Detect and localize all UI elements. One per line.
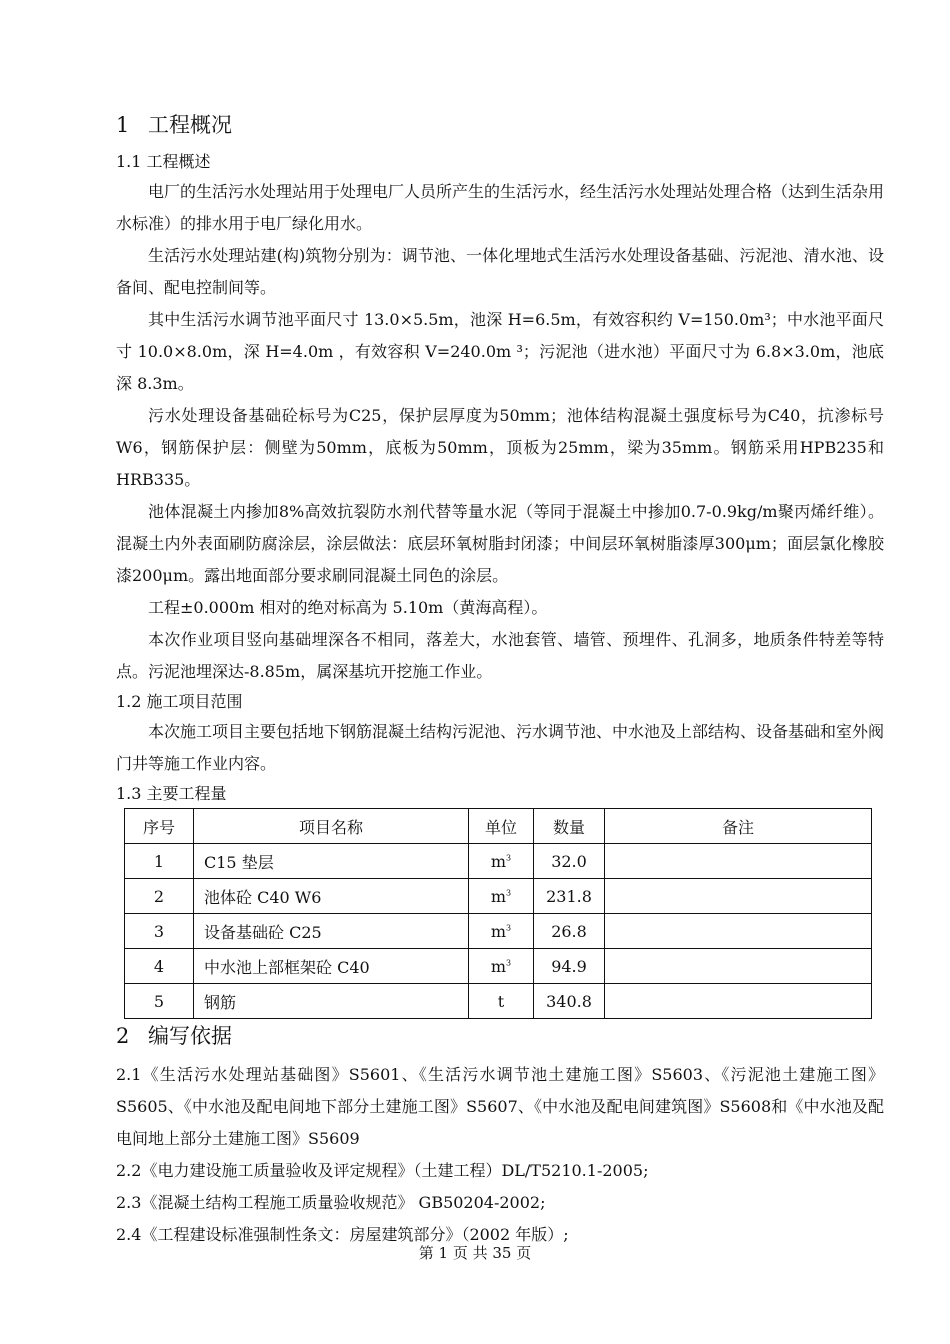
cell-unit: $m^3$	[469, 879, 534, 914]
cell-note	[605, 844, 872, 879]
paragraph: 工程±0.000m 相对的绝对标高为 5.10m（黄海高程）。	[148, 598, 548, 617]
paragraph: 其中生活污水调节池平面尺寸 13.0×5.5m，池深 H=6.5m，有效容积约 V=150.0m³；中水池平面尺寸 10.0×8.0m，深 H=4.0m ，有效容积 V=240.0m ³；污泥池（进水池）平面尺寸为 6.8×3.0m，池底深 8.3m。	[116, 310, 884, 393]
cell-unit: $m^3$	[469, 914, 534, 949]
column-header: 数量	[534, 809, 605, 844]
column-header: 备注	[605, 809, 872, 844]
cell-unit: t	[469, 984, 534, 1019]
cell-unit: $m^3$	[469, 949, 534, 984]
section-1-2-heading: 1.2 施工项目范围	[116, 692, 243, 711]
cell-qty: 32.0	[534, 844, 605, 879]
cell-note	[605, 914, 872, 949]
cell-name: 中水池上部框架砼 C40	[194, 949, 469, 984]
cell-name: 设备基础砼 C25	[194, 914, 469, 949]
cell-no: 5	[125, 984, 194, 1019]
column-header: 单位	[469, 809, 534, 844]
paragraph: 电厂的生活污水处理站用于处理电厂人员所产生的生活污水，经生活污水处理站处理合格（达到生活杂用水标准）的排水用于电厂绿化用水。	[116, 182, 885, 233]
cell-note	[605, 949, 872, 984]
cell-no: 2	[125, 879, 194, 914]
table-header-row	[125, 809, 872, 844]
paragraph: 本次作业项目竖向基础埋深各不相同，落差大，水池套管、墙管、预埋件、孔洞多，地质条件特差等特点。污泥池埋深达-8.85m，属深基坑开挖施工作业。	[116, 630, 884, 681]
table-row	[125, 844, 872, 879]
paragraph: 池体混凝土内掺加8%高效抗裂防水剂代替等量水泥（等同于混凝土中掺加0.7-0.9kg/m聚丙烯纤维）。混凝土内外表面刷防腐涂层，涂层做法：底层环氧树脂封闭漆；中间层环氧树脂漆厚300μm；面层氯化橡胶漆200μm。露出地面部分要求刷同混凝土同色的涂层。	[116, 502, 884, 585]
cell-name: 池体砼 C40 W6	[194, 879, 469, 914]
page-footer: 第 1 页 共 35 页	[418, 1244, 532, 1262]
column-header: 序号	[125, 809, 194, 844]
section-2-title	[116, 1019, 884, 1053]
cell-no: 4	[125, 949, 194, 984]
reference-item: 2.1《生活污水处理站基础图》S5601、《生活污水调节池土建施工图》S5603、《污泥池土建施工图》S5605、《中水池及配电间地下部分土建施工图》S5607、《中水池及配电间建筑图》S5608和《中水池及配电间地上部分土建施工图》S5609	[116, 1065, 884, 1148]
table-row	[125, 949, 872, 984]
section-1-text: 工程概况	[148, 113, 232, 137]
cell-qty: 340.8	[534, 984, 605, 1019]
cell-name: 钢筋	[194, 984, 469, 1019]
section-1-number: 1	[116, 113, 130, 137]
column-header: 项目名称	[194, 809, 469, 844]
cell-unit: $m^3$	[469, 844, 534, 879]
section-1-3-heading: 1.3 主要工程量	[116, 784, 227, 803]
cell-note	[605, 984, 872, 1019]
table-row	[125, 914, 872, 949]
reference-item: 2.2《电力建设施工质量验收及评定规程》（土建工程）DL/T5210.1-2005;	[116, 1161, 649, 1180]
cell-no: 1	[125, 844, 194, 879]
cell-qty: 26.8	[534, 914, 605, 949]
cell-qty: 231.8	[534, 879, 605, 914]
table-row	[125, 879, 872, 914]
section-2-text: 编写依据	[148, 1024, 232, 1048]
reference-item: 2.3《混凝土结构工程施工质量验收规范》 GB50204-2002;	[116, 1193, 546, 1212]
reference-item: 2.4《工程建设标准强制性条文：房屋建筑部分》（2002 年版）;	[116, 1225, 569, 1244]
cell-no: 3	[125, 914, 194, 949]
cell-name: C15 垫层	[194, 844, 469, 879]
section-1-1-heading: 1.1 工程概述	[116, 152, 211, 171]
document-page	[116, 108, 884, 1251]
quantity-table	[124, 808, 872, 1019]
cell-note	[605, 879, 872, 914]
paragraph: 本次施工项目主要包括地下钢筋混凝土结构污泥池、污水调节池、中水池及上部结构、设备基础和室外阀门井等施工作业内容。	[116, 722, 885, 773]
paragraph: 污水处理设备基础砼标号为C25，保护层厚度为50mm；池体结构混凝土强度标号为C40，抗渗标号W6，钢筋保护层：侧壁为50mm，底板为50mm，顶板为25mm，梁为35mm。钢筋采用HPB235和HRB335。	[116, 406, 884, 489]
table-row	[125, 984, 872, 1019]
section-2-number: 2	[116, 1024, 130, 1048]
cell-qty: 94.9	[534, 949, 605, 984]
section-1-title	[116, 108, 884, 142]
paragraph: 生活污水处理站建(构)筑物分别为：调节池、一体化埋地式生活污水处理设备基础、污泥池、清水池、设备间、配电控制间等。	[116, 246, 884, 297]
